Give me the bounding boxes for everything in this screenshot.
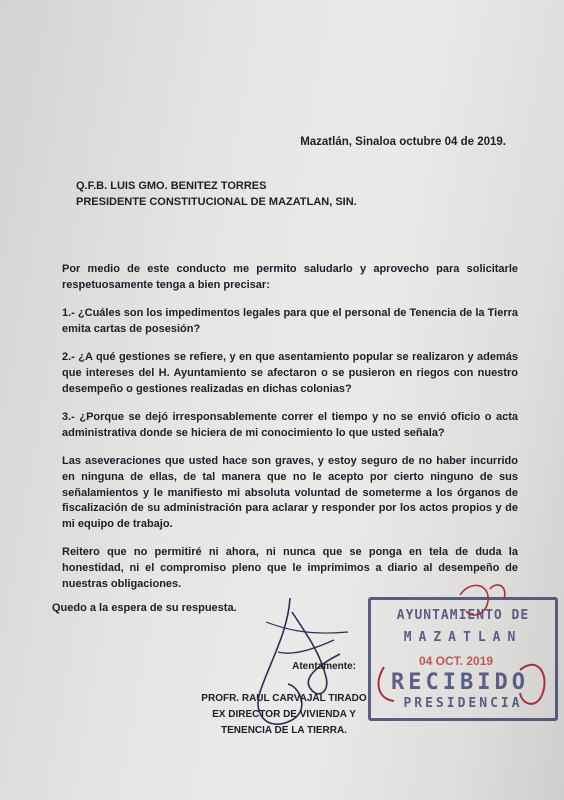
stamp-line-ayuntamiento: AYUNTAMIENTO DE — [396, 608, 530, 623]
addressee-block — [76, 178, 357, 210]
signature-block — [200, 659, 368, 739]
signer-title-line-2: TENENCIA DE LA TIERRA. — [221, 725, 347, 736]
addressee-title: PRESIDENTE CONSTITUCIONAL DE MAZATLAN, SIN. — [76, 196, 357, 208]
signer-title-line-1: EX DIRECTOR DE VIVIENDA Y — [212, 709, 356, 720]
letter-date: Mazatlán, Sinaloa octubre 04 de 2019. — [300, 136, 506, 148]
stamp-line-recibido: RECIBIDO — [391, 670, 529, 695]
attentively-label: Atentamente: — [292, 661, 356, 672]
question-1: 1.- ¿Cuáles son los impedimentos legales para que el personal de Tenencia de la Tierra emita cartas de posesión? — [62, 307, 518, 335]
question-3: 3.- ¿Porque se dejó irresponsablemente correr el tiempo y no se envió oficio o acta administrativa donde se hiciera de mi conocimiento lo que usted señala? — [62, 411, 518, 439]
addressee-name: Q.F.B. LUIS GMO. BENITEZ TORRES — [76, 180, 267, 192]
paragraph-intro: Por medio de este conducto me permito saludarlo y aprovecho para solicitarle respetuosamente tenga a bien precisar: — [62, 263, 518, 291]
closing-line: Quedo a la espera de su respuesta. — [52, 602, 237, 614]
signer-name: PROFR. RAUL CARVAJAL TIRADO — [201, 693, 367, 704]
stamp-line-mazatlan: MAZATLAN — [403, 630, 523, 645]
stamp-handwritten-mark — [360, 575, 560, 725]
stamp-date: 04 OCT. 2019 — [419, 654, 494, 668]
paragraph-statement: Las aseveraciones que usted hace son graves, y estoy seguro de no haber incurrido en ninguna de ellas, de tal manera que no le acepto por cierto ninguno de sus señalamientos y le manifiesto mi absoluta voluntad de someterme a los órganos de fiscalización de su administración para aclarar y responder por los actos propios y de mi equipo de trabajo. — [62, 455, 518, 530]
question-2: 2.- ¿A qué gestiones se refiere, y en que asentamiento popular se realizaron y además que intereses del H. Ayuntamiento se afectaron o se pusieron en riegos con nuestro desempeño o gestiones realizadas en dichas colonias? — [62, 351, 518, 395]
stamp-line-presidencia: PRESIDENCIA — [403, 696, 523, 711]
paragraph-reiteration: Reitero que no permitiré ni ahora, ni nunca que se ponga en tela de duda la honestidad, ni el compromiso pleno que le imprimimos a diario al desempeño de nuestras obligaciones. — [62, 546, 518, 590]
letter-body — [62, 262, 518, 605]
